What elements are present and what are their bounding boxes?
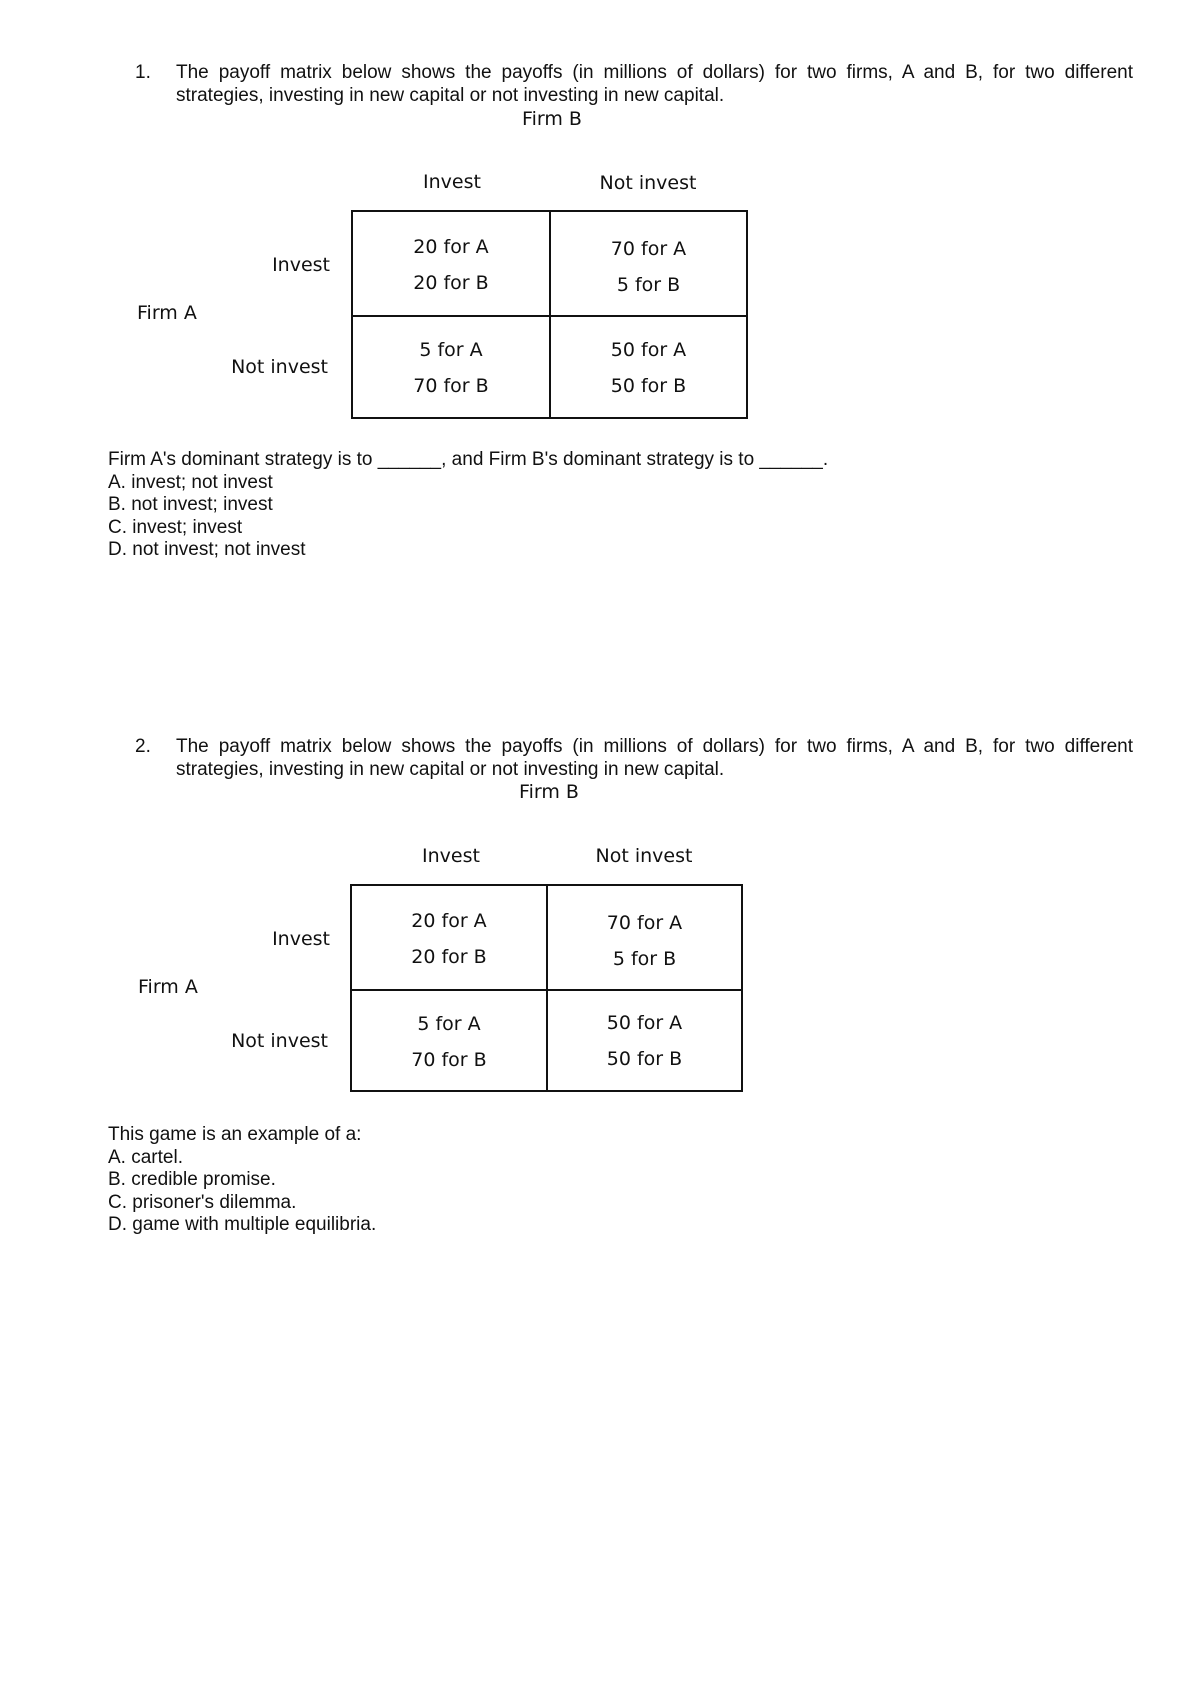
row-header-not-invest: Not invest — [231, 1030, 328, 1052]
question-text: The payoff matrix below shows the payoffs (in millions of dollars) for two firms, A and B, for two different strategies, investing in new capital or not investing in new capital. — [176, 736, 1133, 780]
payoff-b: 20 for B — [413, 272, 489, 294]
cell-invest-not-invest — [548, 905, 741, 977]
payoff-b: 50 for B — [610, 375, 687, 397]
payoff-a: 50 for A — [610, 339, 687, 361]
cell-not-invest-invest — [353, 332, 549, 404]
column-header-not-invest: Not invest — [595, 845, 693, 867]
row-header-invest: Invest — [272, 928, 330, 950]
question-text: The payoff matrix below shows the payoffs (in millions of dollars) for two firms, A and B, for two different strategies, investing in new capital or not investing in new capital. — [176, 62, 1133, 106]
answer-option-c: C. invest; invest — [108, 516, 243, 538]
payoff-b: 5 for B — [616, 274, 681, 296]
payoff-b: 70 for B — [413, 375, 489, 397]
question-stem: This game is an example of a: — [108, 1124, 362, 1145]
question-number: 1. — [135, 62, 151, 83]
question-2-intro — [135, 736, 1133, 781]
question-1-intro — [135, 62, 1133, 107]
answer-option-c: C. prisoner's dilemma. — [108, 1191, 297, 1213]
cell-invest-invest — [352, 903, 546, 975]
cell-not-invest-invest — [352, 1006, 546, 1078]
firm-b-label: Firm B — [519, 781, 579, 803]
question-1-stem-and-options — [108, 449, 828, 562]
row-header-not-invest: Not invest — [231, 356, 328, 378]
cell-invest-not-invest — [551, 231, 746, 303]
payoff-a: 70 for A — [606, 912, 683, 934]
firm-a-label: Firm A — [137, 302, 197, 324]
question-number: 2. — [135, 736, 151, 757]
payoff-a: 5 for A — [417, 1013, 481, 1035]
answer-option-b: B. credible promise. — [108, 1169, 276, 1190]
payoff-a: 50 for A — [606, 1012, 683, 1034]
question-stem: Firm A's dominant strategy is to ______, and Firm B's dominant strategy is to ______. — [108, 449, 829, 470]
answer-option-b: B. not invest; invest — [108, 494, 273, 515]
payoff-b: 70 for B — [411, 1049, 487, 1071]
firm-a-label: Firm A — [138, 976, 198, 998]
column-header-invest: Invest — [423, 171, 481, 193]
payoff-matrix — [350, 884, 743, 1092]
answer-option-a: A. cartel. — [108, 1146, 183, 1168]
payoff-b: 5 for B — [612, 948, 677, 970]
payoff-a: 20 for A — [413, 236, 489, 258]
answer-option-a: A. invest; not invest — [108, 471, 273, 493]
question-2-stem-and-options — [108, 1124, 376, 1237]
cell-not-invest-not-invest — [548, 1005, 741, 1077]
payoff-a: 20 for A — [411, 910, 487, 932]
column-header-invest: Invest — [422, 845, 480, 867]
answer-option-d: D. not invest; not invest — [108, 539, 306, 560]
cell-invest-invest — [353, 229, 549, 301]
row-header-invest: Invest — [272, 254, 330, 276]
payoff-b: 20 for B — [411, 946, 487, 968]
payoff-matrix — [351, 210, 748, 419]
column-header-not-invest: Not invest — [599, 172, 697, 194]
payoff-a: 70 for A — [610, 238, 687, 260]
payoff-b: 50 for B — [606, 1048, 683, 1070]
payoff-a: 5 for A — [419, 339, 483, 361]
cell-not-invest-not-invest — [551, 332, 746, 404]
firm-b-label: Firm B — [522, 108, 582, 130]
answer-option-d: D. game with multiple equilibria. — [108, 1214, 377, 1235]
